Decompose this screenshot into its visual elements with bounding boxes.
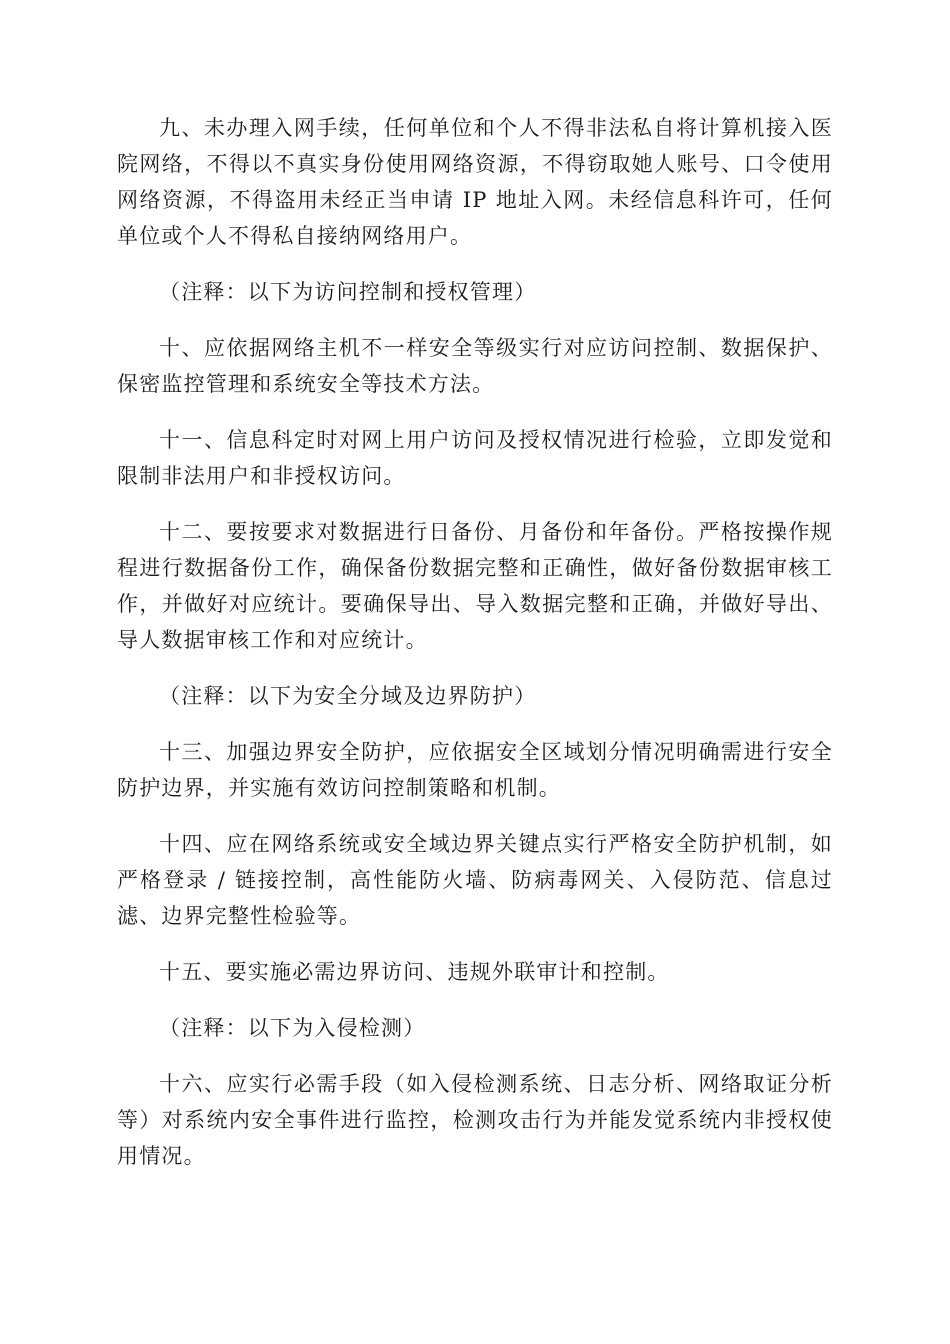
document-body	[117, 110, 833, 1194]
paragraph-11: 十一、信息科定时对网上用户访问及授权情况进行检验，立即发觉和限制非法用户和非授权访问。	[117, 428, 833, 488]
paragraph-12: 十二、要按要求对数据进行日备份、月备份和年备份。严格按操作规程进行数据备份工作，确保备份数据完整和正确性，做好备份数据审核工作，并做好对应统计。要确保导出、导入数据完整和正确，并做好导出、导人数据审核工作和对应统计。	[117, 520, 833, 652]
paragraph-16: 十六、应实行必需手段（如入侵检测系统、日志分析、网络取证分析等）对系统内安全事件进行监控，检测攻击行为并能发觉系统内非授权使用情况。	[117, 1072, 833, 1168]
paragraph-10: 十、应依据网络主机不一样安全等级实行对应访问控制、数据保护、保密监控管理和系统安全等技术方法。	[117, 336, 833, 396]
paragraph-9: 九、未办理入网手续，任何单位和个人不得非法私自将计算机接入医院网络，不得以不真实身份使用网络资源，不得窃取她人账号、口令使用网络资源，不得盗用未经正当申请 IP 地址入网。未经信息科许可，任何单位或个人不得私自接纳网络用户。	[117, 116, 833, 248]
paragraph-14: 十四、应在网络系统或安全域边界关键点实行严格安全防护机制，如严格登录 / 链接控制，高性能防火墙、防病毒网关、入侵防范、信息过滤、边界完整性检验等。	[117, 832, 833, 928]
paragraph-15: 十五、要实施必需边界访问、违规外联审计和控制。	[159, 960, 670, 984]
paragraph-13: 十三、加强边界安全防护，应依据安全区域划分情况明确需进行安全防护边界，并实施有效访问控制策略和机制。	[117, 740, 833, 800]
note-boundary-protection: （注释：以下为安全分域及边界防护）	[159, 684, 537, 708]
note-access-control: （注释：以下为访问控制和授权管理）	[159, 280, 537, 304]
note-intrusion-detection: （注释：以下为入侵检测）	[159, 1016, 426, 1040]
